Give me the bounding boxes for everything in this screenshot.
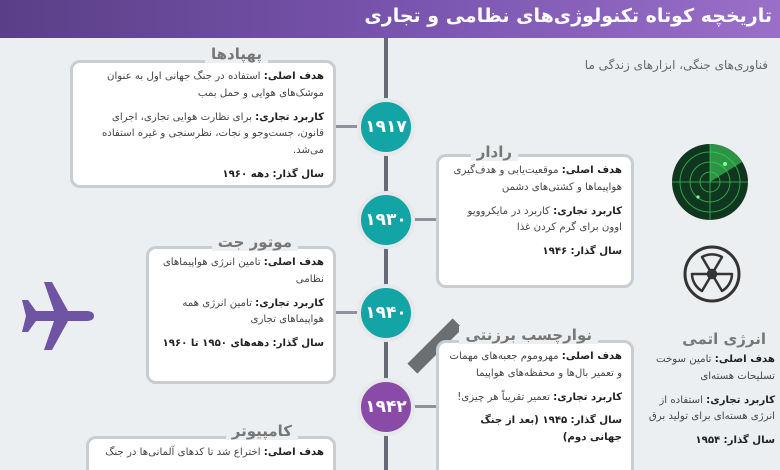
year-badge-1930: ۱۹۳۰ <box>357 191 415 249</box>
airplane-icon <box>18 276 98 356</box>
year-badge-1942: ۱۹۴۲ <box>357 378 415 436</box>
tape-title: نوارچسب برزنتی <box>459 326 598 344</box>
drones-title: پهپادها <box>205 45 268 63</box>
goal-label: هدف اصلی: <box>263 71 324 82</box>
tape-year: ۱۹۴۵ (بعد از جنگ جهانی دوم) <box>480 415 622 444</box>
atomic-title: انرژی اتمی <box>676 330 772 348</box>
radar-goal: موقعیت‌یابی و هدف‌گیری هواپیماها و کشتی‌های دشمن <box>453 165 622 193</box>
commercial-label: کاربرد تجاری: <box>706 394 775 406</box>
commercial-label: کاربرد تجاری: <box>553 391 622 403</box>
atomic-commercial: استفاده از انرژی هسته‌ای برای تولید برق <box>648 394 775 423</box>
radiation-icon <box>682 244 742 304</box>
tape-commercial: تعمیر تقریباً هر چیزی! <box>457 391 550 403</box>
drones-year: دهه ۱۹۶۰ <box>222 169 270 181</box>
radar-title: رادار <box>471 143 518 161</box>
jet-title: موتور جت <box>212 233 298 251</box>
card-duct-tape <box>436 340 634 470</box>
atomic-goal: تامین سوخت تسلیحات هسته‌ای <box>655 354 775 382</box>
page-title: تاریخچه کوتاه تکنولوژی‌های نظامی و تجاری <box>364 5 772 27</box>
page-subtitle: فناوری‌های جنگی، ابزارهای زندگی ما <box>584 58 768 72</box>
goal-label: هدف اصلی: <box>561 165 622 176</box>
commercial-label: کاربرد تجاری: <box>255 111 324 123</box>
year-label: سال گذار: <box>570 415 622 427</box>
year-badge-1917: ۱۹۱۷ <box>357 98 415 156</box>
radar-commercial: کاربرد در مایکروویو اوون برای گرم کردن غذا <box>467 205 622 234</box>
goal-label: هدف اصلی: <box>263 447 324 458</box>
header-bar <box>0 0 780 38</box>
card-atomic-energy <box>640 352 775 457</box>
commercial-label: کاربرد تجاری: <box>255 297 324 309</box>
year-badge-1940: ۱۹۴۰ <box>357 284 415 342</box>
computer-title: کامپیوتر <box>226 422 298 440</box>
card-radar <box>436 154 634 288</box>
atomic-year: ۱۹۵۴ <box>695 435 721 447</box>
card-jet-engine <box>146 246 336 384</box>
card-computer <box>86 436 336 470</box>
card-drones <box>70 60 336 188</box>
year-label: سال گذار: <box>272 169 324 181</box>
goal-label: هدف اصلی: <box>714 354 775 365</box>
jet-commercial: تامین انرژی همه هواپیماهای تجاری <box>182 297 324 326</box>
commercial-label: کاربرد تجاری: <box>553 205 622 217</box>
radar-year: ۱۹۴۶ <box>542 246 568 258</box>
jet-goal: تامین انرژی هواپیماهای نظامی <box>162 257 324 285</box>
jet-year: دهه‌های ۱۹۵۰ تا ۱۹۶۰ <box>162 338 270 350</box>
drones-goal: استفاده در جنگ جهانی اول به عنوان موشک‌های هوایی و حمل بمب <box>106 71 324 99</box>
tape-goal: مهروموم جعبه‌های مهمات و تعمیر بال‌ها و محفظه‌های هواپیما <box>449 351 622 379</box>
year-label: سال گذار: <box>272 338 324 350</box>
drones-commercial: برای نظارت هوایی تجاری، اجرای قانون، جست‌وجو و نجات، نظرسنجی و غیره استفاده می‌شد. <box>101 111 324 157</box>
goal-label: هدف اصلی: <box>561 351 622 362</box>
computer-goal: اختراع شد تا کدهای آلمانی‌ها در جنگ <box>105 447 261 458</box>
radar-icon <box>670 142 750 222</box>
goal-label: هدف اصلی: <box>263 257 324 268</box>
year-label: سال گذار: <box>723 435 775 447</box>
year-label: سال گذار: <box>570 246 622 258</box>
